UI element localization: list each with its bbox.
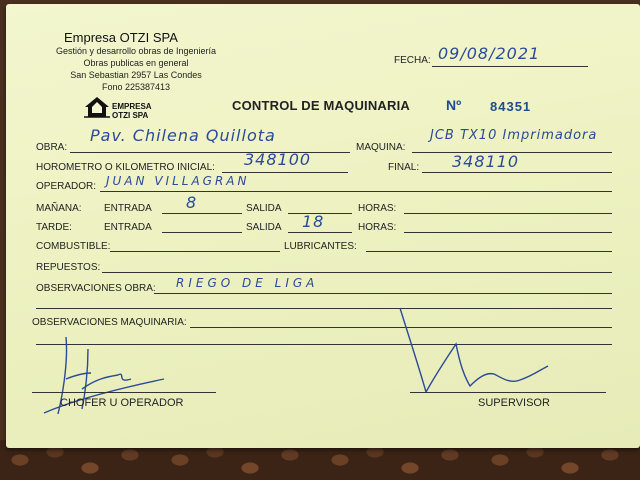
fecha-value: 09/08/2021	[438, 44, 541, 63]
company-logo	[84, 96, 110, 123]
tarde-salida-line	[288, 232, 352, 233]
tarde-salida-label: SALIDA	[246, 222, 282, 233]
form-number-label: Nº	[446, 97, 462, 113]
manana-horas-line	[404, 213, 612, 214]
operador-value: JUAN VILLAGRAN	[106, 174, 250, 188]
horometro-value: 348100	[244, 150, 312, 169]
form-title: CONTROL DE MAQUINARIA	[232, 98, 411, 113]
logo-text-line-2: OTZI SPA	[112, 111, 149, 120]
manana-salida-label: SALIDA	[246, 203, 282, 214]
horometro-label: HOROMETRO O KILOMETRO INICIAL:	[36, 162, 215, 173]
final-value: 348110	[452, 152, 520, 171]
chofer-signature-line	[32, 392, 216, 393]
maquina-value: JCB TX10 Imprimadora	[430, 128, 598, 143]
tarde-entrada-line	[162, 232, 242, 233]
supervisor-signature-line	[410, 392, 606, 393]
manana-label: MAÑANA:	[36, 203, 82, 214]
tarde-horas-line	[404, 232, 612, 233]
logo-house-icon	[84, 96, 110, 118]
operador-line	[100, 191, 612, 192]
repuestos-label: REPUESTOS:	[36, 262, 101, 273]
maquina-label: MAQUINA:	[356, 142, 406, 153]
company-line-4: Fono 225387413	[101, 82, 171, 92]
combustible-label: COMBUSTIBLE:	[36, 241, 111, 252]
horometro-line	[222, 172, 348, 173]
final-line	[422, 172, 612, 173]
manana-entrada-label: ENTRADA	[104, 203, 152, 214]
fecha-label: FECHA:	[394, 55, 431, 66]
operador-label: OPERADOR:	[36, 181, 97, 192]
lubricantes-line	[366, 251, 612, 252]
supervisor-label: SUPERVISOR	[478, 397, 550, 409]
manana-entrada-value: 8	[186, 193, 198, 212]
maquinaria-form-card	[6, 4, 640, 448]
obs-obra-label: OBSERVACIONES OBRA:	[36, 283, 156, 294]
lubricantes-label: LUBRICANTES:	[284, 241, 357, 252]
company-line-3: San Sebastian 2957 Las Condes	[70, 70, 202, 80]
tarde-label: TARDE:	[36, 222, 72, 233]
obs-obra-value: RIEGO DE LIGA	[176, 276, 319, 290]
company-line-1: Gestión y desarrollo obras de Ingeniería	[55, 46, 217, 56]
tarde-horas-label: HORAS:	[358, 222, 397, 233]
logo-text	[112, 102, 152, 120]
form-number-value: 84351	[490, 99, 532, 114]
tarde-salida-value: 18	[302, 212, 325, 231]
company-name: Empresa OTZI SPA	[64, 30, 178, 45]
manana-horas-label: HORAS:	[358, 203, 397, 214]
chofer-label: CHOFER U OPERADOR	[60, 397, 184, 409]
final-label: FINAL:	[388, 162, 420, 173]
tarde-entrada-label: ENTRADA	[104, 222, 152, 233]
company-line-2: Obras publicas en general	[83, 58, 189, 68]
obra-label: OBRA:	[36, 142, 68, 153]
fecha-line	[432, 66, 588, 67]
combustible-line	[110, 251, 280, 252]
supervisor-signature-icon	[386, 304, 586, 396]
manana-entrada-line	[162, 213, 242, 214]
obs-maquinaria-label: OBSERVACIONES MAQUINARIA:	[32, 317, 187, 328]
repuestos-line	[102, 272, 612, 273]
logo-text-line-1: EMPRESA	[112, 102, 152, 111]
obra-value: Pav. Chilena Quillota	[90, 126, 276, 145]
obs-obra-line-1	[154, 293, 612, 294]
